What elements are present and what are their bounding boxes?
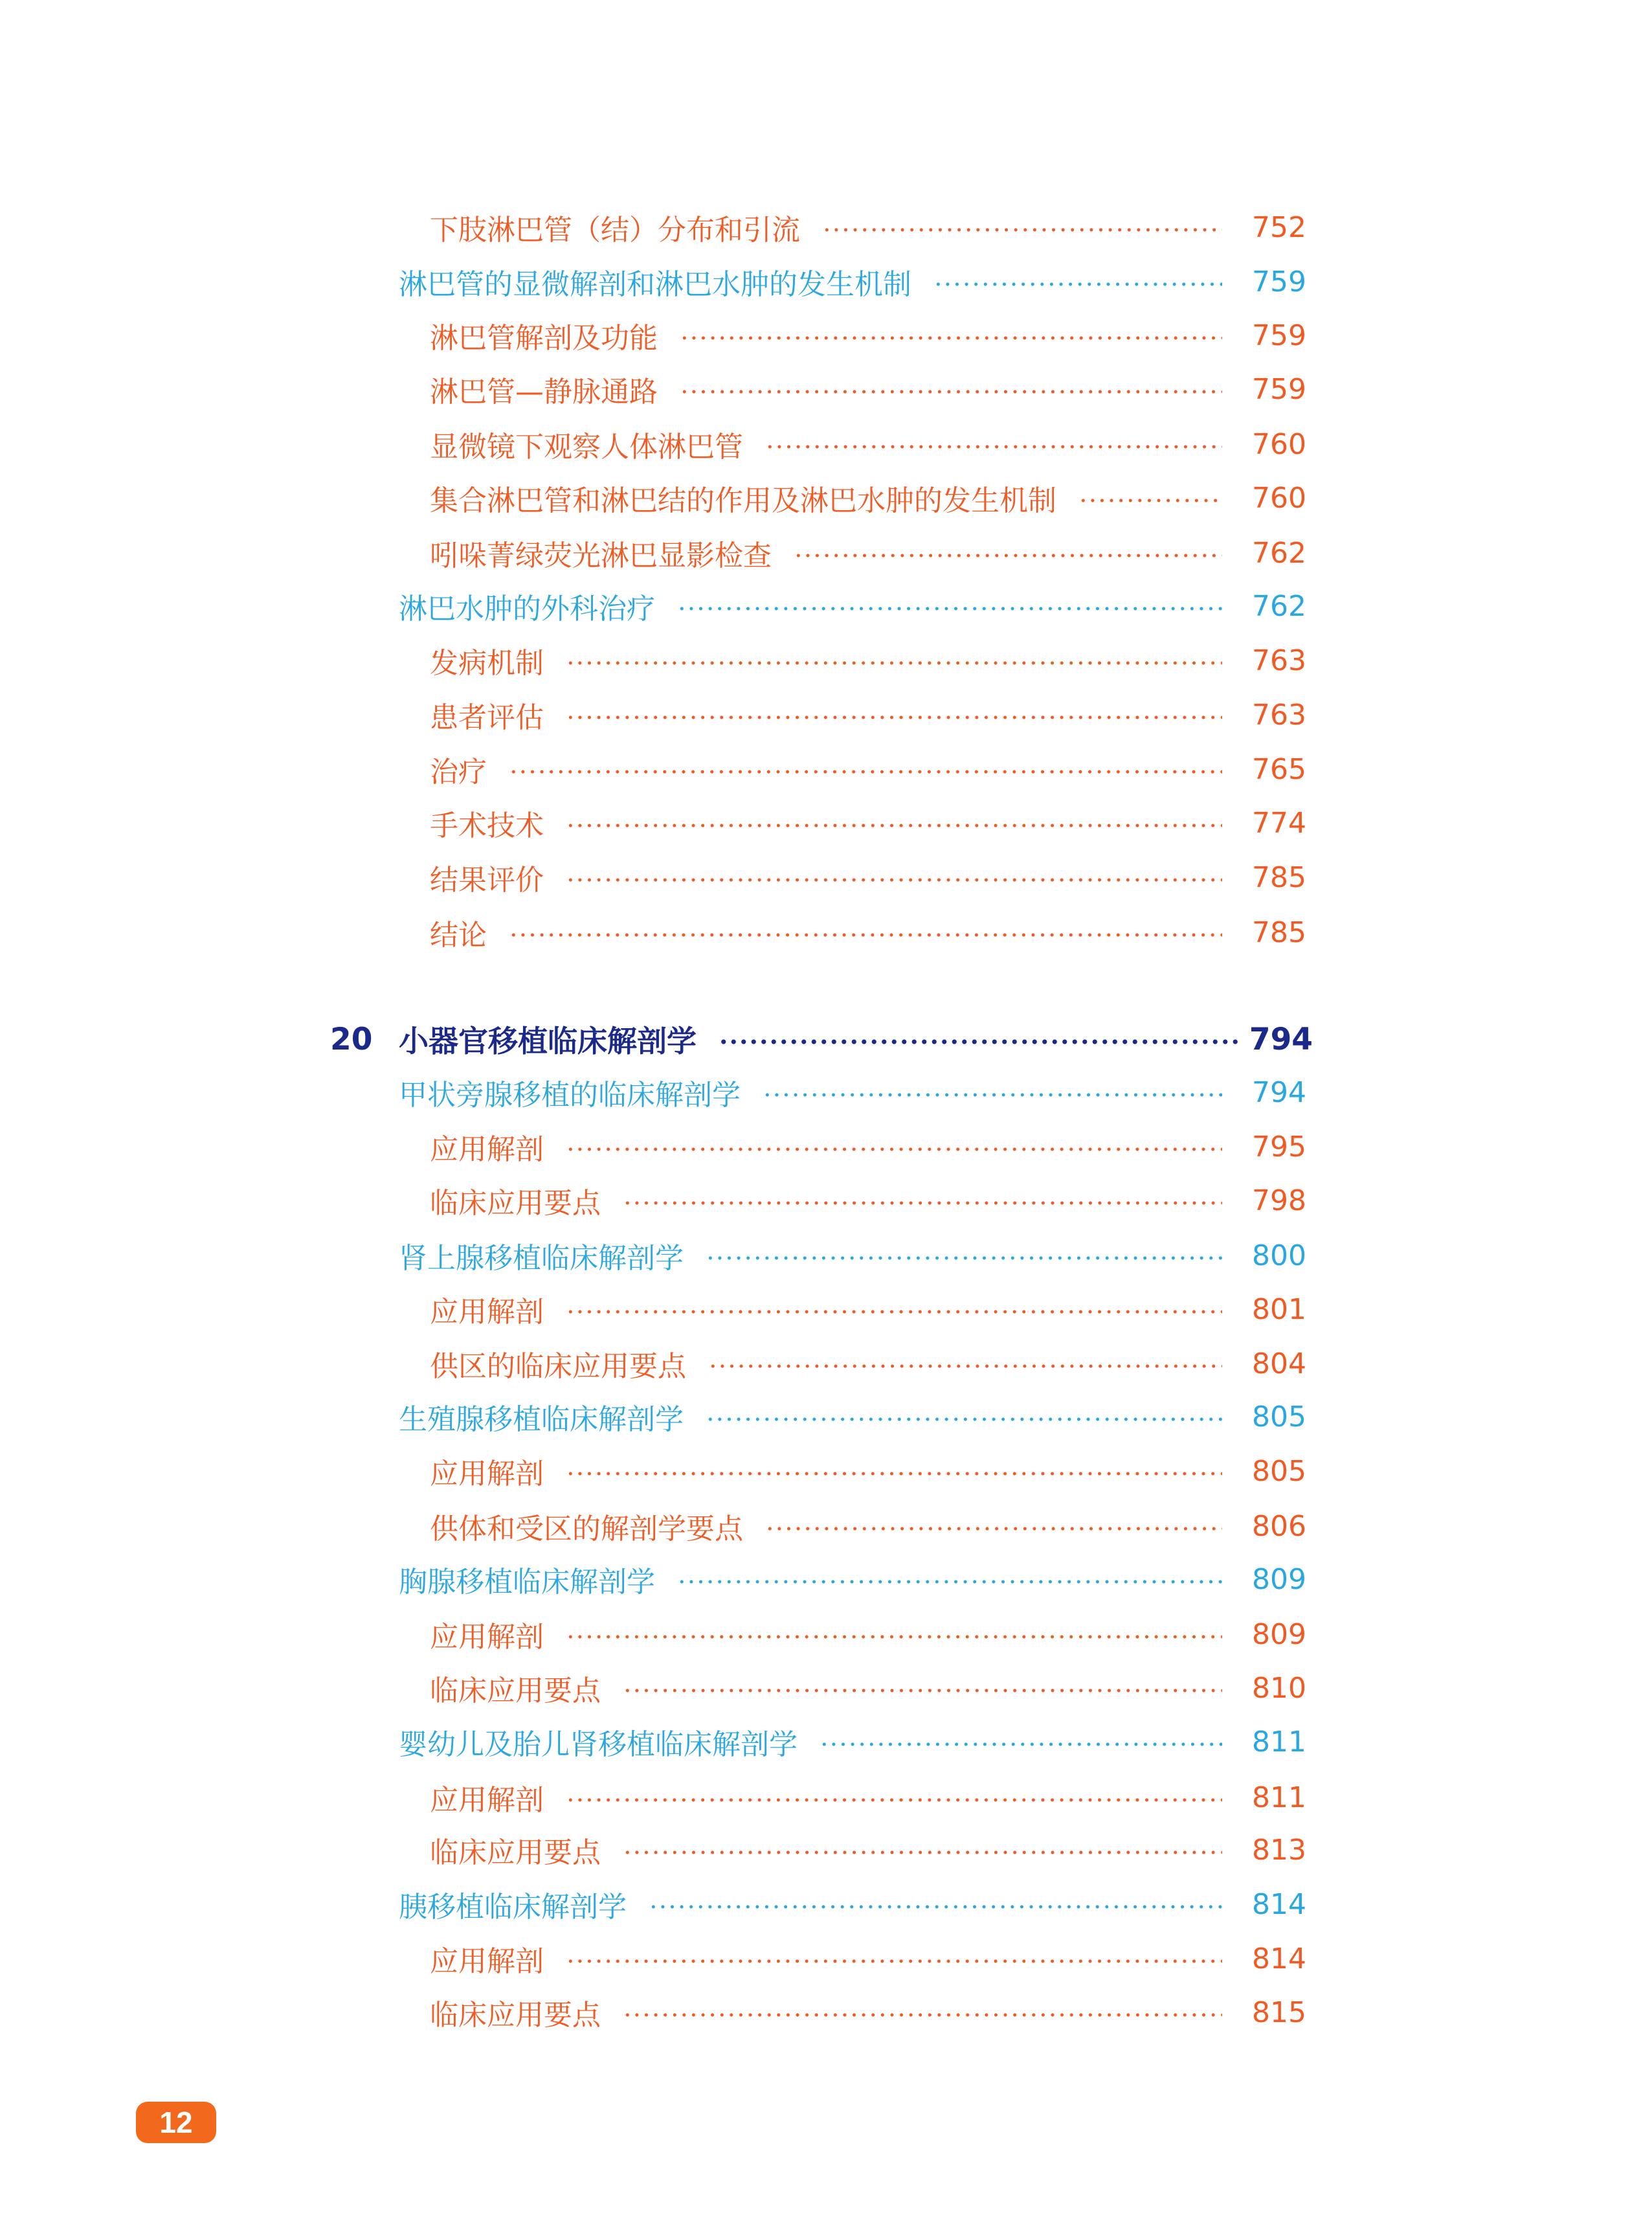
toc-entry-page-number: 795 — [1252, 1130, 1306, 1164]
toc-subsection-entry — [430, 1990, 1306, 2035]
dot-leader — [765, 445, 1222, 449]
toc-subsection-entry — [430, 638, 1306, 683]
toc-entry-page-number: 811 — [1252, 1725, 1306, 1759]
toc-entry-page-number: 763 — [1252, 644, 1306, 677]
dot-leader — [566, 1147, 1222, 1151]
toc-entry-title: 临床应用要点 — [430, 1187, 601, 1220]
toc-entry-page-number: 785 — [1252, 916, 1306, 949]
dot-leader — [706, 1417, 1222, 1421]
toc-subsection-entry — [430, 910, 1306, 955]
toc-entry-title: 淋巴管的显微解剖和淋巴水肿的发生机制 — [399, 268, 911, 301]
toc-entry-page-number: 759 — [1252, 319, 1306, 352]
toc-subsection-entry — [430, 475, 1306, 521]
dot-leader — [566, 878, 1222, 882]
toc-entry-page-number: 760 — [1252, 427, 1306, 461]
toc-subsection-entry — [430, 1448, 1306, 1494]
dot-leader — [566, 661, 1222, 665]
dot-leader — [680, 336, 1222, 340]
toc-entry-page-number: 811 — [1252, 1781, 1306, 1814]
dot-leader — [566, 824, 1222, 827]
toc-subsection-entry — [430, 1775, 1306, 1820]
toc-entry-page-number: 801 — [1252, 1292, 1306, 1326]
dot-leader — [794, 554, 1222, 557]
toc-section-entry — [399, 259, 1306, 304]
toc-subsection-entry — [430, 800, 1306, 846]
toc-entry-page-number: 762 — [1252, 536, 1306, 570]
toc-entry-page-number: 805 — [1252, 1400, 1306, 1433]
dot-leader — [680, 390, 1222, 394]
toc-entry-page-number: 760 — [1252, 481, 1306, 515]
dot-leader — [566, 1310, 1222, 1314]
dot-leader — [566, 1798, 1222, 1802]
toc-entry-title: 胰移植临床解剖学 — [399, 1891, 627, 1924]
dot-leader — [566, 1472, 1222, 1476]
toc-entry-title: 淋巴管—静脉通路 — [430, 376, 658, 409]
toc-entry-page-number: 804 — [1252, 1347, 1306, 1380]
page-number-badge: 12 — [136, 2102, 216, 2143]
toc-entry-title: 结果评价 — [430, 864, 544, 897]
dot-leader — [649, 1905, 1222, 1909]
dot-leader — [566, 1635, 1222, 1639]
dot-leader — [933, 282, 1222, 286]
toc-entry-page-number: 794 — [1249, 1021, 1313, 1057]
toc-entry-page-number: 815 — [1252, 1996, 1306, 2029]
toc-entry-title: 临床应用要点 — [430, 1836, 601, 1869]
toc-entry-page-number: 809 — [1252, 1617, 1306, 1651]
toc-entry-title: 供区的临床应用要点 — [430, 1350, 686, 1383]
toc-section-entry — [399, 1233, 1306, 1278]
toc-subsection-entry — [430, 855, 1306, 900]
toc-subsection-entry — [430, 1665, 1306, 1711]
dot-leader — [719, 1039, 1239, 1044]
toc-entry-title: 应用解剖 — [430, 1133, 544, 1166]
toc-entry-title: 结论 — [430, 919, 487, 952]
dot-leader — [509, 933, 1222, 937]
dot-leader — [1078, 499, 1222, 502]
toc-entry-title: 淋巴水肿的外科治疗 — [399, 592, 655, 625]
toc-entry-page-number: 752 — [1252, 210, 1306, 244]
toc-entry-page-number: 805 — [1252, 1454, 1306, 1488]
dot-leader — [677, 607, 1222, 611]
toc-entry-title: 供体和受区的解剖学要点 — [430, 1512, 743, 1546]
toc-subsection-entry — [430, 1503, 1306, 1549]
toc-entry-page-number: 809 — [1252, 1562, 1306, 1596]
toc-entry-page-number: 806 — [1252, 1509, 1306, 1543]
chapter-number: 20 — [330, 1021, 373, 1057]
toc-entry-page-number: 814 — [1252, 1887, 1306, 1921]
toc-entry-page-number: 762 — [1252, 589, 1306, 623]
toc-entry-title: 应用解剖 — [430, 1945, 544, 1978]
toc-subsection-entry — [430, 1827, 1306, 1872]
toc-entry-title: 手术技术 — [430, 809, 544, 842]
dot-leader — [623, 1201, 1222, 1205]
toc-subsection-entry — [430, 1178, 1306, 1223]
toc-subsection-entry — [430, 1124, 1306, 1169]
toc-entry-title: 应用解剖 — [430, 1784, 544, 1817]
dot-leader — [623, 1689, 1222, 1692]
toc-entry-page-number: 763 — [1252, 698, 1306, 732]
toc-entry-page-number: 759 — [1252, 372, 1306, 406]
toc-entry-title: 临床应用要点 — [430, 1999, 601, 2032]
toc-entry-title: 应用解剖 — [430, 1457, 544, 1490]
toc-entry-page-number: 794 — [1252, 1075, 1306, 1109]
dot-leader — [566, 1959, 1222, 1963]
toc-entry-title: 淋巴管解剖及功能 — [430, 322, 658, 355]
toc-subsection-entry — [430, 205, 1306, 250]
toc-section-entry — [399, 583, 1306, 629]
toc-subsection-entry — [430, 1341, 1306, 1386]
toc-entry-page-number: 800 — [1252, 1239, 1306, 1272]
toc-entry-title: 治疗 — [430, 756, 487, 789]
toc-entry-page-number: 765 — [1252, 752, 1306, 786]
toc-entry-page-number: 759 — [1252, 265, 1306, 298]
toc-entry-title: 甲状旁腺移植的临床解剖学 — [399, 1079, 741, 1112]
toc-entry-title: 患者评估 — [430, 701, 544, 734]
toc-entry-title: 肾上腺移植临床解剖学 — [399, 1242, 684, 1275]
toc-entry-page-number: 798 — [1252, 1184, 1306, 1217]
toc-entry-page-number: 814 — [1252, 1942, 1306, 1975]
toc-entry-title: 生殖腺移植临床解剖学 — [399, 1403, 684, 1436]
toc-entry-title: 胸腺移植临床解剖学 — [399, 1566, 655, 1599]
dot-leader — [566, 715, 1222, 719]
dot-leader — [706, 1256, 1222, 1260]
toc-section-entry — [399, 1557, 1306, 1602]
toc-chapter-entry — [330, 1017, 1313, 1062]
toc-entry-title: 吲哚菁绿荧光淋巴显影检查 — [430, 539, 772, 572]
dot-leader — [623, 2013, 1222, 2017]
dot-leader — [763, 1093, 1222, 1097]
toc-entry-title: 显微镜下观察人体淋巴管 — [430, 431, 743, 464]
toc-entry-page-number: 813 — [1252, 1833, 1306, 1867]
toc-entry-title: 婴幼儿及胎儿肾移植临床解剖学 — [399, 1728, 798, 1761]
toc-entry-page-number: 785 — [1252, 860, 1306, 894]
dot-leader — [765, 1527, 1222, 1531]
toc-section-entry — [399, 1394, 1306, 1439]
dot-leader — [623, 1850, 1222, 1854]
toc-entry-page-number: 810 — [1252, 1671, 1306, 1705]
dot-leader — [677, 1580, 1222, 1584]
toc-subsection-entry — [430, 692, 1306, 737]
toc-entry-title: 应用解剖 — [430, 1621, 544, 1654]
toc-entry-title: 临床应用要点 — [430, 1674, 601, 1707]
toc-subsection-entry — [430, 1936, 1306, 1981]
toc-entry-title: 发病机制 — [430, 647, 544, 680]
toc-subsection-entry — [430, 1287, 1306, 1332]
dot-leader — [708, 1364, 1222, 1368]
toc-section-entry — [399, 1070, 1306, 1115]
toc-entry-title: 应用解剖 — [430, 1296, 544, 1329]
toc-subsection-entry — [430, 313, 1306, 358]
toc-subsection-entry — [430, 366, 1306, 412]
toc-entry-page-number: 774 — [1252, 806, 1306, 840]
toc-subsection-entry — [430, 422, 1306, 467]
toc-subsection-entry — [430, 747, 1306, 792]
toc-subsection-entry — [430, 1612, 1306, 1657]
toc-entry-title: 集合淋巴管和淋巴结的作用及淋巴水肿的发生机制 — [430, 484, 1056, 517]
toc-section-entry — [399, 1882, 1306, 1927]
dot-leader — [509, 770, 1222, 774]
toc-subsection-entry — [430, 530, 1306, 576]
toc-entry-title: 小器官移植临床解剖学 — [399, 1024, 697, 1059]
toc-entry-title: 下肢淋巴管（结）分布和引流 — [430, 214, 800, 247]
toc-section-entry — [399, 1719, 1306, 1764]
dot-leader — [822, 228, 1222, 232]
dot-leader — [820, 1742, 1222, 1746]
